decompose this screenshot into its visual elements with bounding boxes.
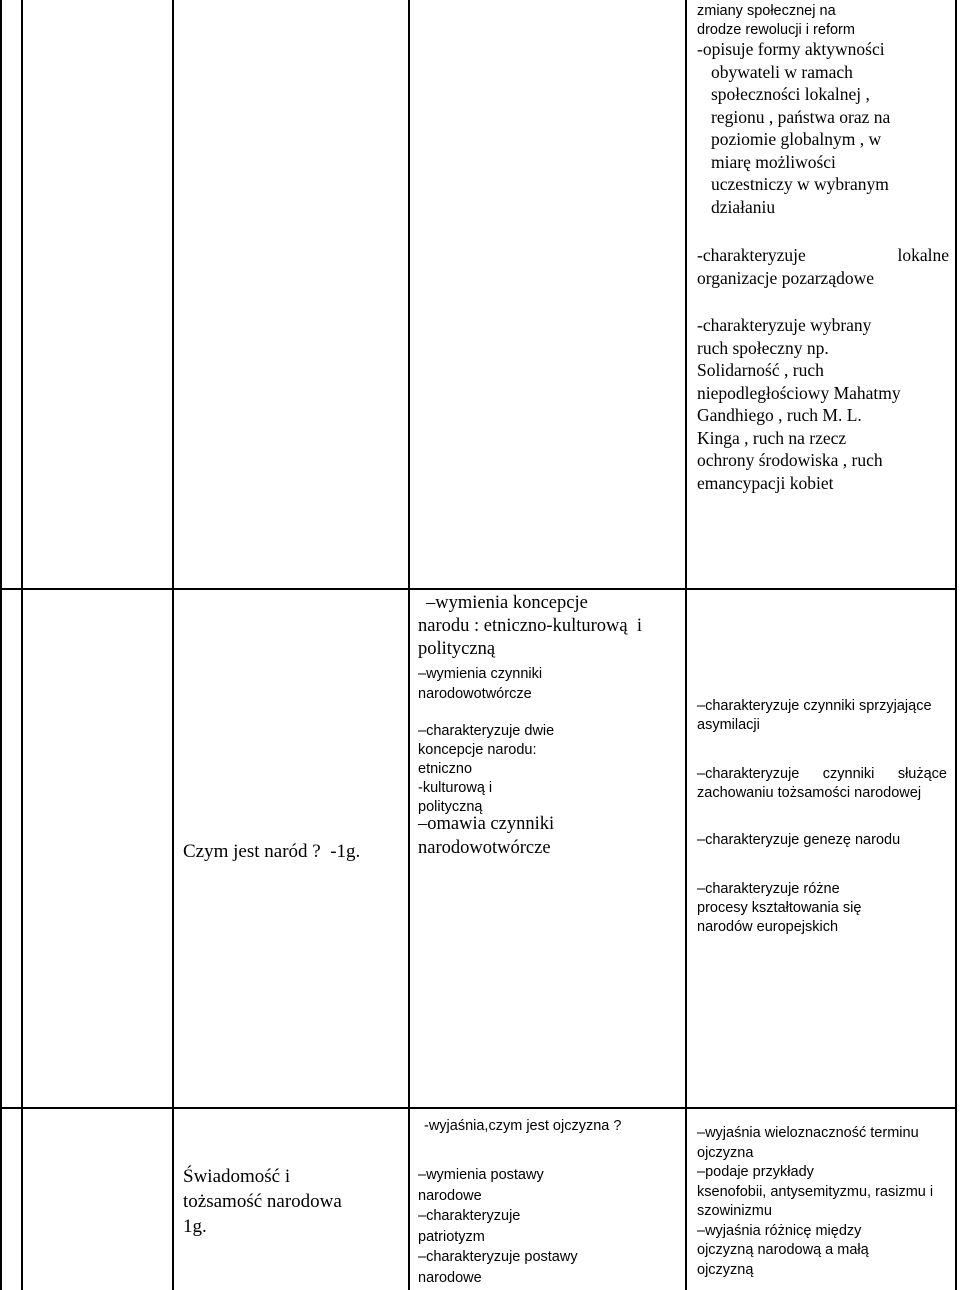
text-line: –omawia czynniki xyxy=(418,814,555,834)
row2-col3-factors xyxy=(418,664,542,704)
text-line: –wymienia koncepcje xyxy=(426,593,588,613)
text-line: narodów europejskich xyxy=(697,919,839,935)
text-word: służące xyxy=(897,766,947,782)
text-line: -wyjaśnia,czym jest ojczyzna ? xyxy=(424,1118,622,1134)
row3-col4-terms xyxy=(697,1124,933,1280)
text-line: emancypacji kobiet xyxy=(697,472,834,493)
text-line: społeczności lokalnej , xyxy=(711,84,870,104)
text-line: poziomie globalnym , w xyxy=(711,129,882,149)
text-line: drodze rewolucji i reform xyxy=(697,22,855,38)
text-word: lokalne xyxy=(897,245,949,265)
text-line: polityczną xyxy=(418,639,496,659)
row1-intro xyxy=(697,2,855,40)
text-word: czynniki xyxy=(822,766,875,782)
text-line: narodu : etniczno-kulturową i xyxy=(418,616,642,636)
text-line: miarę możliwości xyxy=(711,151,836,172)
text-line: –wymienia czynniki xyxy=(418,666,543,682)
text-line: -kulturową i xyxy=(418,780,493,796)
text-word: -charakteryzuje xyxy=(697,245,806,265)
row3-topic xyxy=(183,1164,342,1239)
text-line: procesy kształtowania się xyxy=(697,900,862,916)
text-line: –wyjaśnia wieloznaczność terminu xyxy=(697,1125,919,1141)
row2-col4-genesis xyxy=(697,831,900,850)
text-line: Gandhiego , ruch M. L. xyxy=(697,405,862,425)
text-line: uczestniczy w wybranym xyxy=(711,174,889,194)
text-line: 1g. xyxy=(183,1216,207,1237)
grid-line xyxy=(0,588,957,590)
row2-col4-identity xyxy=(697,765,947,803)
row1-item-forms xyxy=(697,38,890,218)
text-line: Solidarność , ruch xyxy=(697,360,824,380)
text-line: zmiany społecznej na xyxy=(697,3,836,19)
text-line: obywateli w ramach xyxy=(711,61,853,82)
text-line: ksenofobii, antysemityzmu, rasizmu i xyxy=(697,1183,934,1200)
text-line: niepodległościowy Mahatmy xyxy=(697,382,901,403)
row3-col3-homeland xyxy=(424,1117,621,1136)
row2-col4-assimilation xyxy=(697,697,932,735)
text-line: –podaje przykłady xyxy=(697,1164,814,1180)
text-line: narodowe xyxy=(418,1269,482,1286)
text-line: –charakteryzuje genezę narodu xyxy=(697,832,901,848)
grid-line xyxy=(408,0,410,1290)
text-line: ochrony środowiska , ruch xyxy=(697,450,883,470)
text-line: działaniu xyxy=(711,196,776,217)
text-line: ojczyzną xyxy=(697,1261,754,1278)
text-line: ojczyzną narodową a małą xyxy=(697,1242,869,1258)
grid-line xyxy=(955,0,957,1290)
text-line: -opisuje formy aktywności xyxy=(697,39,885,59)
grid-line xyxy=(0,1107,957,1109)
text-line: zachowaniu tożsamości narodowej xyxy=(697,785,922,801)
text-line: polityczną xyxy=(418,799,483,815)
text-line: –charakteryzuje różne xyxy=(697,881,840,897)
grid-line xyxy=(685,0,687,1290)
text-line: koncepcje narodu: xyxy=(418,742,537,758)
text-line: etniczno xyxy=(418,761,473,777)
text-line: narodowe xyxy=(418,1187,482,1204)
row1-item-local-orgs xyxy=(697,244,949,289)
text-line: –wymienia postawy xyxy=(418,1167,544,1183)
text-line: tożsamość narodowa xyxy=(183,1191,342,1212)
text-line: szowinizmu xyxy=(697,1203,772,1219)
row2-col3-discuss xyxy=(418,812,554,860)
text-line: –charakteryzuje czynniki sprzyjające xyxy=(697,698,932,714)
text-line: –charakteryzuje postawy xyxy=(418,1249,578,1265)
row2-col3-concepts xyxy=(418,592,642,661)
row2-col4-processes xyxy=(697,880,861,937)
row2-topic: Czym jest naród ? -1g. xyxy=(183,841,361,862)
text-line: ruch społeczny np. xyxy=(697,337,829,358)
text-line: asymilacji xyxy=(697,717,760,733)
grid-line xyxy=(21,0,23,1290)
text-line: organizacje pozarządowe xyxy=(697,267,874,288)
text-line: Świadomość i xyxy=(183,1166,291,1187)
text-line: narodowotwórcze xyxy=(418,686,532,702)
text-line: ojczyzna xyxy=(697,1144,754,1161)
text-line: narodowotwórcze xyxy=(418,838,551,858)
row2-col3-two-concepts xyxy=(418,722,554,817)
text-word: –charakteryzuje xyxy=(697,766,800,782)
text-line: patriotyzm xyxy=(418,1228,485,1245)
grid-line xyxy=(0,0,2,1290)
row3-col3-attitudes xyxy=(418,1165,578,1288)
text-line: Kinga , ruch na rzecz xyxy=(697,427,847,448)
row1-item-social-movement xyxy=(697,314,901,494)
text-line: -charakteryzuje wybrany xyxy=(697,315,872,335)
text-line: –charakteryzuje dwie xyxy=(418,723,555,739)
text-line: –wyjaśnia różnicę między xyxy=(697,1222,862,1239)
text-line: regionu , państwa oraz na xyxy=(711,106,891,127)
grid-line xyxy=(172,0,174,1290)
text-line: –charakteryzuje xyxy=(418,1208,521,1224)
